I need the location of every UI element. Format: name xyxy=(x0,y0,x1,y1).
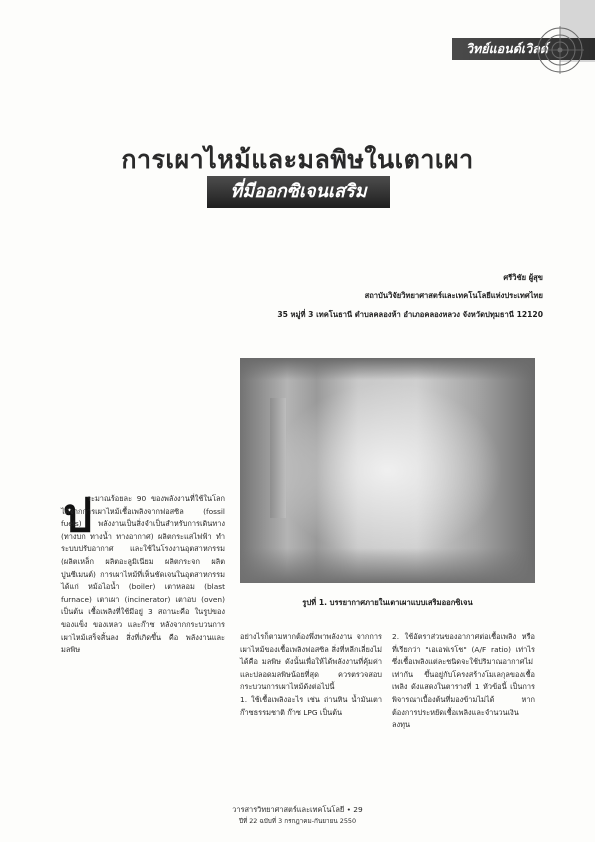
body-column-2: อย่างไรก็ตามหากต้องพึ่งพาพลังงาน จากการเผาไหม้ของเชื้อเพลิงฟอสซิล สิ่งที่หลีกเลี่ยงไม่ได้คือ มลพิษ ดังนั้นเพื่อให้ได้พลังงานที่คุ้มค่า และปลอดมลพิษน้อยที่สุด ควรตรวจสอบกระบวนการเผาไหม้ดังต่อไปนี้ 1. ใช้เชื้อเพลิงอะไร เช่น ถ่านหิน น้ำมันเตา ก๊าซธรรมชาติ ก๊าซ LPG เป็นต้น xyxy=(240,632,382,717)
author-name: ศรีวิชัย ผู้สุข xyxy=(503,273,543,282)
article-subtitle: ที่มีออกซิเจนเสริม xyxy=(207,176,390,208)
figure-caption: รูปที่ 1. บรรยากาศภายในเตาเผาแบบเสริมออกซิเจน xyxy=(302,598,473,607)
body-column-1: ระมาณร้อยละ 90 ของพลังงานที่ใช้ในโลกได้จากการเผาไหม้เชื้อเพลิงจากฟอสซิล (fossil fuels) พลังงานเป็นสิ่งจำเป็นสำหรับการเดินทาง (ทางบก ทางน้ำ ทางอากาศ) ผลิตกระแสไฟฟ้า ทำระบบปรับอากาศ และใช้ในโรงงานอุตสาหกรรม (ผลิตเหล็ก ผลิตอะลูมิเนียม ผลิตกระจก ผลิตปูนซีเมนต์) การเผาไหม้ที่เห็นชัดเจนในอุตสาหกรรมได้แก่ หม้อไอน้ำ (boiler) เตาหลอม (blast furnace) เตาเผา (incinerator) เตาอบ (oven) เป็นต้น เชื้อเพลิงที่ใช้มีอยู่ 3 สถานะคือ ในรูปของของแข็ง ของเหลว และก๊าซ หลังจากกระบวนการเผาไหม้เสร็จสิ้นลง สิ่งที่เกิดขึ้น คือ พลังงานและมลพิษ xyxy=(61,494,225,655)
furnace-photo xyxy=(240,358,535,583)
target-icon xyxy=(536,26,584,74)
section-label: วิทย์แอนด์เวิลด์ xyxy=(452,38,595,60)
footer-issue: ปีที่ 22 ฉบับที่ 3 กรกฎาคม-กันยายน 2550 xyxy=(238,817,357,825)
article-title: การเผาไหม้และมลพิษในเตาเผา xyxy=(121,145,474,174)
photo-floor xyxy=(240,548,535,583)
author-address: 35 หมู่ที่ 3 เทคโนธานี ตำบลคลองห้า อำเภอคลองหลวง จังหวัดปทุมธานี 12120 xyxy=(277,310,543,319)
author-institution: สถาบันวิจัยวิทยาศาสตร์และเทคโนโลยีแห่งประเทศไทย xyxy=(364,291,543,300)
photo-ceiling xyxy=(240,358,535,380)
drop-cap: ป xyxy=(63,488,93,542)
footer-magazine: วารสารวิทยาศาสตร์และเทคโนโลยี • 29 xyxy=(232,805,363,814)
body-column-3: 2. ใช้อัตราส่วนของอากาศต่อเชื้อเพลิง หรือ ที่เรียกว่า "เอเอฟเรโช" (A/F ratio) เท่าไร ซึ่งเชื้อเพลิงแต่ละชนิดจะใช้ปริมาณอากาศไม่เท่ากัน ขึ้นอยู่กับโครงสร้างโมเลกุลของเชื้อเพลิง ดังแสดงในตารางที่ 1 หัวข้อนี้ เป็นการพิจารณาเบื้องต้นที่มองข้ามไม่ได้ หากต้องการประหยัดเชื้อเพลิงและจำนวนเงินลงทุน xyxy=(392,632,535,730)
photo-door xyxy=(270,398,286,518)
